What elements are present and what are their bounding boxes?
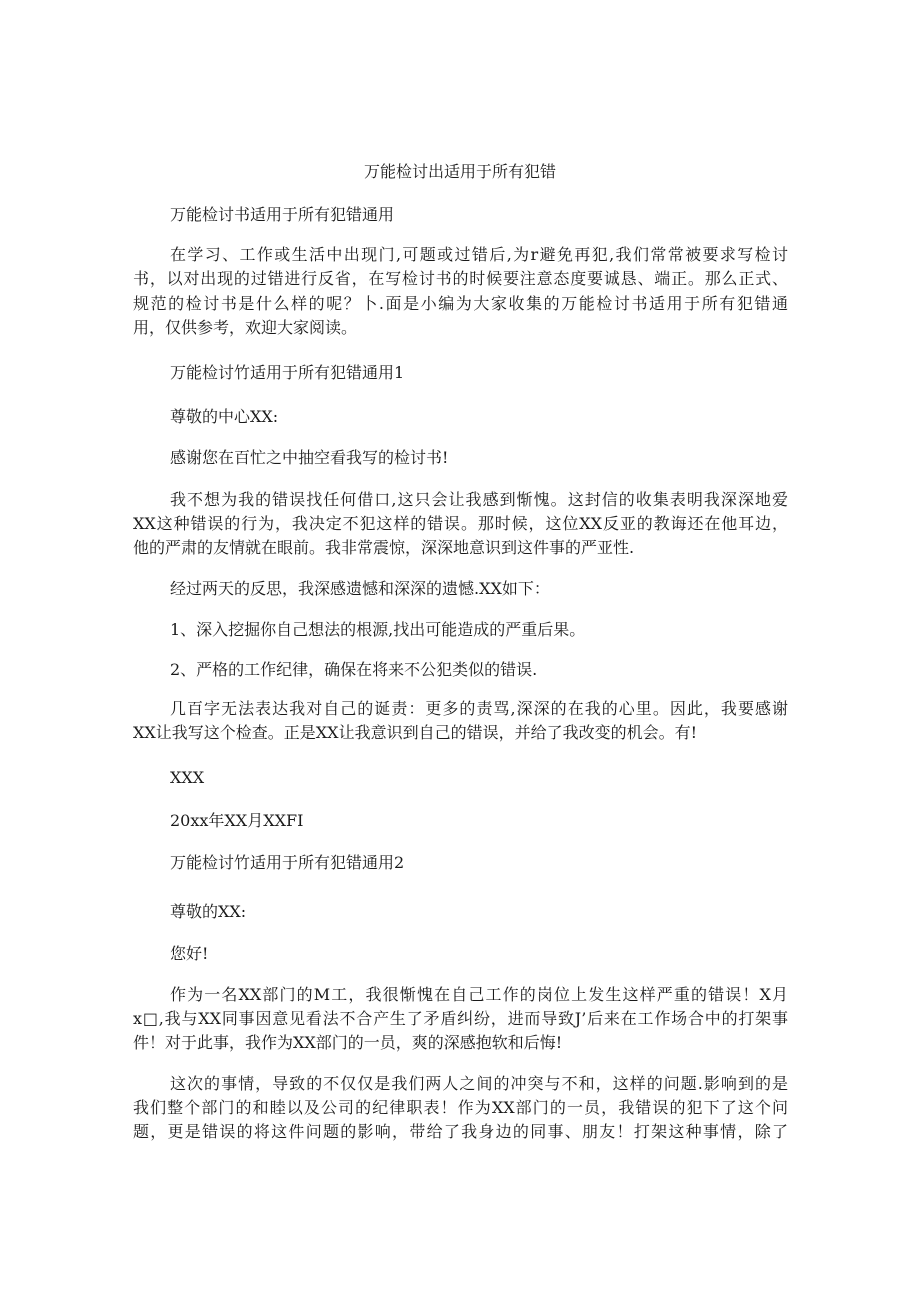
paragraph-line: 感谢您在百忙之中抽空看我写的检讨书!: [170, 448, 449, 467]
paragraph-line: 在学习、工作或生活中出现门,可题或过错后,为r避免再犯,我们常常被要求写检讨: [170, 245, 788, 264]
signature-date: 20xx年XX月XXFI: [170, 811, 304, 830]
paragraph-line: 作为一名XX部门的M工，我很惭愧在自己工作的岗位上发生这样严重的错误！X月: [170, 985, 788, 1004]
paragraph-line: x□,我与XX同事因意见看法不合产生了矛盾纠纷，进而导致J’后来在工作场合中的打架事: [133, 1009, 788, 1028]
salutation: 尊敬的XX:: [170, 902, 247, 921]
paragraph-line: 我们整个部门的和睦以及公司的纪律职表！作为XX部门的一员，我错误的犯下了这个问: [133, 1098, 788, 1117]
paragraph-line: 我不想为我的错误找任何借口,这只会让我感到惭愧。这封信的收集表明我深深地爱: [170, 490, 788, 509]
salutation: 尊敬的中心XX:: [170, 407, 279, 426]
paragraph-line: 题，更是错误的将这件问题的影响，带给了我身边的同事、朋友！打架这种事情，除了: [133, 1122, 788, 1141]
paragraph-line: 规范的检讨书是什么样的呢？卜.面是小编为大家收集的万能检讨书适用于所有犯错通: [133, 294, 788, 313]
greeting: 您好!: [170, 944, 209, 963]
paragraph-line: 这次的事情，导致的不仅仅是我们两人之间的冲突与不和，这样的问题.影响到的是: [170, 1074, 788, 1093]
paragraph-line: 几百字无法表达我对自己的诞责：更多的责骂,深深的在我的心里。因此，我要感谢: [170, 699, 788, 718]
paragraph-line: XX让我写这个检查。正是XX让我意识到自己的错误，并给了我改变的机会。有!: [133, 723, 697, 742]
list-item: 2、严格的工作纪律，确保在将来不公犯类似的错误.: [170, 660, 538, 679]
section-heading: 万能检讨竹适用于所有犯错通用1: [170, 363, 405, 382]
section-heading: 万能检讨竹适用于所有犯错通用2: [170, 853, 405, 872]
paragraph-line: 用，仅供参考，欢迎大家阅读。: [133, 318, 358, 337]
list-item: 1、深入挖掘你自己想法的根源,找出可能造成的严重后果。: [170, 620, 586, 639]
signature-name: XXX: [170, 768, 205, 787]
paragraph-line: 书，以对出现的过错进行反省，在写检讨书的时候要注意态度要诚恳、端正。那么正式、: [133, 269, 788, 288]
document-title: 万能检讨出适用于所有犯错: [363, 162, 556, 181]
paragraph-line: 件！对于此事，我作为XX部门的一员，爽的深感抱软和后悔!: [133, 1033, 563, 1052]
paragraph-line: 经过两天的反思，我深感遗憾和深深的遗憾.XX如下：: [170, 579, 550, 598]
paragraph-line: 他的严肃的友情就在眼前。我非常震惊，深深地意识到这件事的严亚性.: [133, 538, 635, 557]
document-subtitle: 万能检讨书适用于所有犯错通用: [170, 205, 395, 224]
paragraph-line: XX这种错误的行为，我决定不犯这样的错误。那时候，这位XX反亚的教诲还在他耳边，: [133, 514, 788, 533]
